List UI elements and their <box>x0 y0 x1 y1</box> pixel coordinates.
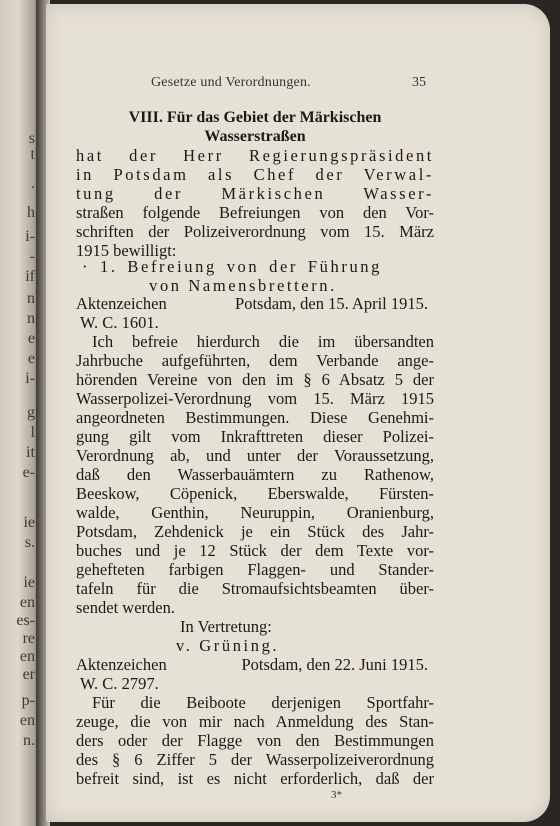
section-heading-cont: Wasserstraßen <box>204 128 306 145</box>
book-page <box>46 4 550 822</box>
left-page-fragment: p- <box>21 692 35 709</box>
left-page-fragment: n <box>27 290 35 307</box>
file-reference: W. C. 1601. <box>80 313 159 332</box>
left-page-edge <box>0 0 40 826</box>
left-page-fragment: t <box>30 146 35 163</box>
left-page-fragment: if <box>25 268 35 285</box>
text-line: buches und je 12 Stück der dem Texte vor- <box>76 541 434 560</box>
left-page-fragment: n. <box>23 732 35 749</box>
page-number: 35 <box>412 75 426 90</box>
signatory: v. Grüning. <box>176 636 280 655</box>
text-line: tung der Märkischen Wasser- <box>76 184 434 203</box>
text-line: Jahrbuche aufgeführten, dem Verbande ange- <box>76 351 434 370</box>
text-line: Beeskow, Cöpenick, Eberswalde, Fürsten- <box>76 484 434 503</box>
text-line: angeordneten Bestimmungen. Diese Genehmi- <box>76 408 434 427</box>
item-title: · 1. Befreiung von der Führung <box>82 257 382 276</box>
entry-header <box>76 294 428 313</box>
left-page-fragment: e- <box>22 464 35 481</box>
left-page-fragment: . <box>31 175 35 192</box>
text-line: Für die Beiboote derjenigen Sportfahr- <box>92 693 434 712</box>
left-page-fragment: en <box>19 594 35 611</box>
left-page-fragment: en <box>19 712 35 729</box>
header-title: Gesetze und Verordnungen. <box>151 75 311 90</box>
place-date: Potsdam, den 15. April 1915. <box>235 294 428 313</box>
text-line: ders oder der Flagge von den Bestimmungen <box>76 731 434 750</box>
text-line: 1915 bewilligt: <box>76 241 177 260</box>
text-line: hörenden Vereine von den im § 6 Absatz 5 der <box>76 370 434 389</box>
signature-mark: 3* <box>331 789 342 801</box>
left-page-fragment: l <box>30 424 35 441</box>
left-page-fragment: - <box>29 248 35 265</box>
place-date: Potsdam, den 22. Juni 1915. <box>241 655 428 674</box>
text-line: tafeln für die Stromaufsichtsbeamten über- <box>76 579 434 598</box>
left-page-fragment: i- <box>25 228 35 245</box>
file-reference: W. C. 2797. <box>80 674 159 693</box>
text-line: daß den Wasserbauämtern zu Rathenow, <box>76 465 434 484</box>
left-page-fragment: h <box>27 204 35 221</box>
left-page-fragment: es- <box>16 612 35 629</box>
text-line: zeuge, die von mir nach Anmeldung des Stan- <box>76 712 434 731</box>
left-page-fragment: e <box>27 350 35 367</box>
left-page-fragment: e <box>27 330 35 347</box>
left-page-fragment: n <box>27 310 35 327</box>
text-line: sendet werden. <box>76 598 175 617</box>
signature-line: In Vertretung: <box>180 617 272 636</box>
left-page-fragment: ie <box>23 514 35 531</box>
text-line: gung gilt vom Inkrafttreten dieser Polizei- <box>76 427 434 446</box>
left-page-fragment: s <box>28 130 35 147</box>
text-line: gehefteten farbigen Flaggen- und Stander- <box>76 560 434 579</box>
section-heading: VIII. Für das Gebiet der Märkischen <box>128 109 382 126</box>
left-page-fragment: i- <box>25 370 35 387</box>
text-line: straßen folgende Befreiungen von den Vor- <box>76 203 434 222</box>
text-line: schriften der Polizeiverordnung vom 15. März <box>76 222 434 241</box>
left-page-fragment: s. <box>24 534 35 551</box>
left-page-fragment: re <box>22 630 35 647</box>
text-line: Verordnung ab, und unter der Voraussetzung, <box>76 446 434 465</box>
file-label: Aktenzeichen <box>76 294 167 313</box>
left-page-fragment: g <box>27 404 35 421</box>
left-page-fragment: ie <box>23 574 35 591</box>
left-page-fragment: er <box>22 666 35 683</box>
left-page-fragment: en <box>19 648 35 665</box>
text-line: hat der Herr Regierungspräsident <box>76 146 434 165</box>
text-line: in Potsdam als Chef der Verwal- <box>76 165 434 184</box>
running-header <box>76 75 434 95</box>
text-line: walde, Genthin, Neuruppin, Oranienburg, <box>76 503 434 522</box>
text-line: Ich befreie hierdurch die im übersandten <box>92 332 434 351</box>
text-line: befreit sind, ist es nicht erforderlich, daß der <box>76 769 434 788</box>
item-title-cont: von Namensbrettern. <box>149 276 337 295</box>
text-line: des § 6 Ziffer 5 der Wasserpolizeiverordnung <box>76 750 434 769</box>
file-label: Aktenzeichen <box>76 655 167 674</box>
left-page-fragment: it <box>26 444 35 461</box>
text-line: Wasserpolizei-Verordnung vom 15. März 1915 <box>76 389 434 408</box>
entry-header <box>76 655 428 674</box>
text-line: Potsdam, Zehdenick je ein Stück des Jahr- <box>76 522 434 541</box>
